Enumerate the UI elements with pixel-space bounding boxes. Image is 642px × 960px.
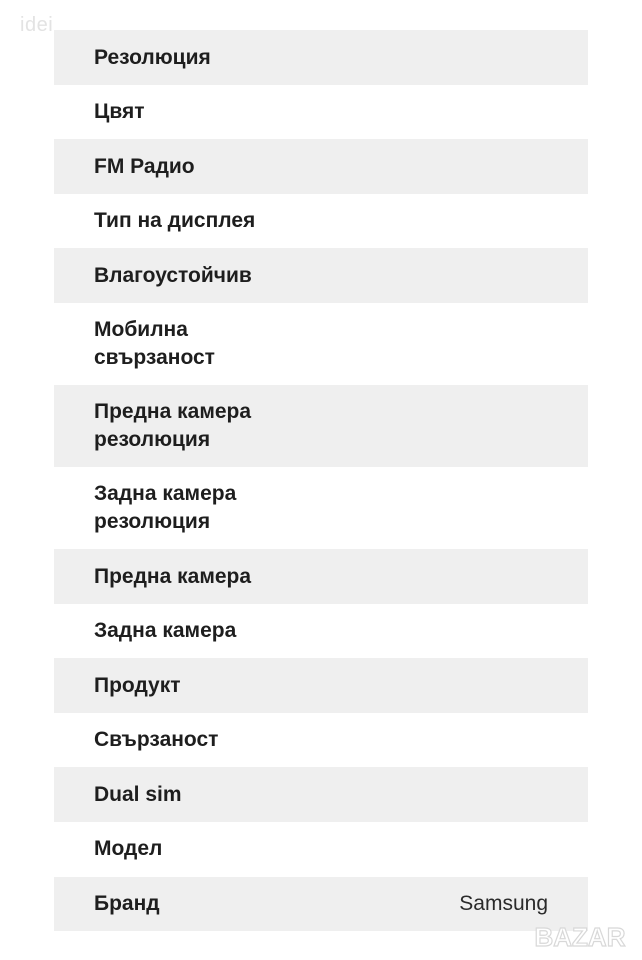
spec-row-rear-camera-resolution	[54, 467, 588, 549]
spec-label: Влагоустойчив	[94, 263, 252, 287]
spec-row-dual-sim	[54, 767, 588, 822]
spec-label: Предна камера	[94, 564, 252, 588]
spec-label: Мобилна свързаност	[94, 318, 215, 369]
spec-row-front-camera	[54, 549, 588, 604]
spec-row-color	[54, 85, 588, 140]
spec-row-rear-camera	[54, 604, 588, 659]
spec-label: Задна камера резолюция	[94, 482, 237, 533]
spec-label: Dual sim	[94, 782, 182, 806]
spec-value-brand: Samsung	[459, 891, 548, 915]
spec-row-product	[54, 658, 588, 713]
spec-table	[54, 30, 588, 931]
spec-row-brand	[54, 877, 588, 932]
spec-row-front-camera-resolution	[54, 385, 588, 467]
spec-label: Бранд	[94, 892, 160, 916]
spec-label: Цвят	[94, 100, 145, 124]
spec-label: Тип на дисплея	[94, 209, 256, 233]
spec-row-fm-radio	[54, 139, 588, 194]
spec-row-display-type	[54, 194, 588, 249]
spec-label: Свързаност	[94, 728, 219, 752]
svg-text:BAZAR: BAZAR	[534, 922, 626, 952]
spec-label: FM Радио	[94, 154, 195, 178]
spec-label: Продукт	[94, 673, 181, 697]
spec-row-connectivity	[54, 713, 588, 768]
watermark-text: idei	[20, 14, 54, 36]
spec-row-model	[54, 822, 588, 877]
spec-label: Модел	[94, 837, 163, 861]
spec-label: Резолюция	[94, 45, 211, 69]
spec-row-waterproof	[54, 248, 588, 303]
spec-label: Задна камера	[94, 619, 237, 643]
bazar-logo-watermark	[528, 912, 632, 956]
spec-row-resolution	[54, 30, 588, 85]
spec-label: Предна камера резолюция	[94, 400, 252, 451]
spec-row-mobile-connectivity	[54, 303, 588, 385]
